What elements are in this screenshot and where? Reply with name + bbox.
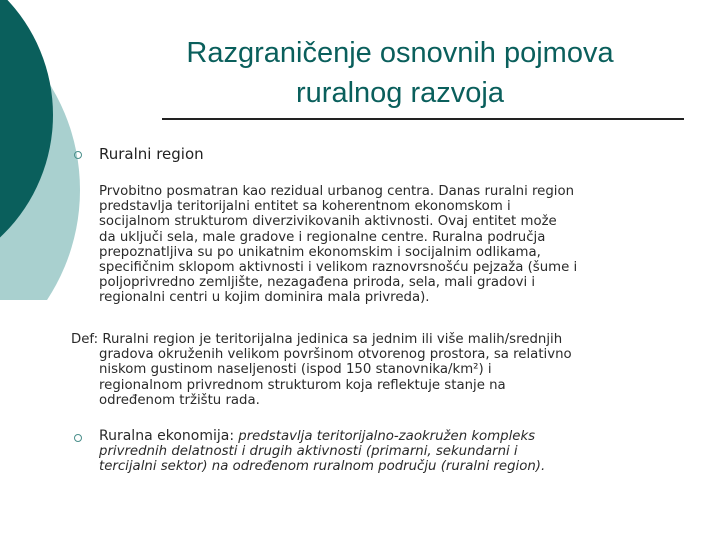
eco-line-1 [99,429,699,444]
paragraph-line: Prvobitno posmatran kao rezidual urbanog centra. Danas ruralni region [99,184,575,199]
paragraph-line: socijalnom strukturom diverzivikovanih aktivnosti. Ovaj entitet može [99,214,557,230]
definition-line: Def: Ruralni region je teritorijalna jedinica sa jednim ili više malih/srednjih [71,332,563,347]
title-line-1: Razgraničenje osnovnih pojmova [186,37,614,69]
eco-line-3: tercijalni sektor) na određenom ruralnom području (ruralni region). [99,459,546,475]
title-divider [162,118,684,120]
section-heading-ruralni-region: Ruralni region [99,145,204,163]
ruralna-ekonomija-paragraph [99,429,699,475]
bullet-icon [74,434,82,442]
paragraph-line: predstavlja teritorijalni entitet sa koherentnom ekonomskom i [99,199,511,215]
ruralni-region-paragraph [99,184,689,306]
definition-paragraph [71,332,691,408]
paragraph-line: regionalni centri u kojim dominira mala privreda). [99,290,430,306]
eco-line-2: privrednih delatnosti i drugih aktivnosti (primarni, sekundarni i [99,444,518,460]
definition-line: regionalnom privrednom strukturom koja reflektuje stanje na [99,377,506,393]
paragraph-line: specifičnim sklopom aktivnosti i velikom raznovrsnošću pejzaža (šume i [99,260,578,276]
eco-line-1-text: predstavlja teritorijalno-zaokružen kompleks [234,429,536,444]
paragraph-line: prepoznatljiva su po unikatnim ekonomskim i socijalnim odlikama, [99,244,541,260]
title-line-2: ruralnog razvoja [296,77,504,109]
ruralna-ekonomija-term: Ruralna ekonomija: [99,428,235,444]
paragraph-line: poljoprivredno zemljište, nezagađena priroda, sela, mali gradovi i [99,275,536,291]
definition-line: gradova okruženih velikom površinom otvorenog prostora, sa relativno [99,347,572,363]
definition-line: određenom tržištu rada. [99,392,260,408]
decorative-circles [0,0,80,300]
page-title [150,33,650,113]
bullet-icon [74,151,82,159]
paragraph-line: da uključi sela, male gradove i regionalne centre. Ruralna područja [99,229,546,245]
definition-line: niskom gustinom naseljenosti (ispod 150 stanovnika/km²) i [99,362,492,378]
